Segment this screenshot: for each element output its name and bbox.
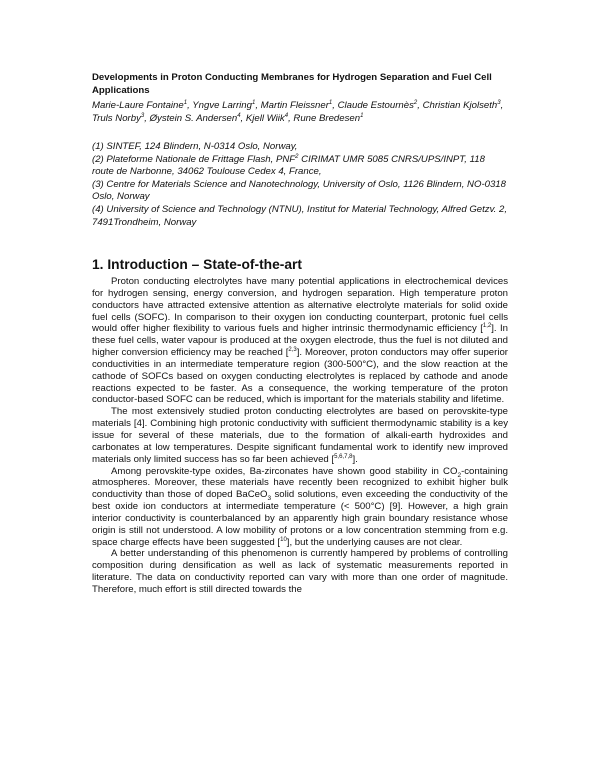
author-affiliation-mark: 1 bbox=[183, 99, 188, 106]
paragraph-3: Among perovskite-type oxides, Ba-zirconates have shown good stability in $CO_2$-containing atmospheres. Moreover, these materials have recently been recognized to exhibit higher bulk conductivity than those of doped BaCeO$_3$ solid solutions, even exceeding the conductivity of the best oxide ion conductors at intermediate temperature (< 500°C) [9]. However, a high grain interior conductivity is counterbalanced by an apparently high grain boundary resistance whose origin is still not understood. A low mobility of protons or a low concentration stemming from e.g. space charge effects have been suggested [$^{10}$], but the underlying causes are not clear. bbox=[92, 465, 508, 548]
author-affiliation-mark: 3 bbox=[140, 112, 145, 119]
affiliation-1: (1) SINTEF, 124 Blindern, N-0314 Oslo, Norway, bbox=[92, 141, 298, 152]
affiliation-2: (2) Plateforme Nationale de Frittage Flash, PNF$^2$ CIRIMAT UMR 5085 CNRS/UPS/INPT, 118 route de Narbonne, 34062 Toulouse Cedex 4, France, bbox=[92, 153, 485, 178]
paper-title: Developments in Proton Conducting Membranes for Hydrogen Separation and Fuel Cell Applications bbox=[92, 72, 492, 96]
citation: 9 bbox=[392, 501, 398, 513]
section-heading: 1. Introduction – State-of-the-art bbox=[92, 257, 303, 272]
citation: 1,2 bbox=[482, 323, 492, 330]
author-name: Rune Bredesen bbox=[293, 113, 361, 124]
affiliation-list bbox=[92, 141, 508, 229]
author-name: Christian Kjolseth bbox=[422, 100, 498, 111]
author-affiliation-mark: 2 bbox=[413, 99, 418, 106]
author-name: Marie-Laure Fontaine bbox=[92, 100, 184, 111]
author-affiliation-mark: 1 bbox=[251, 99, 256, 106]
citation: 4 bbox=[136, 418, 142, 430]
author-list: Marie-Laure Fontaine$^1$, Yngve Larring$^1$, Martin Fleissner$^1$, Claude Estournès$^2$, Christian Kjolseth$^3$, Truls Norby$^3$, Øystein S. Andersen$^4$, Kjell Wiik$^4$, Rune Bredesen$^1$ bbox=[92, 99, 504, 124]
body-text bbox=[92, 276, 508, 596]
author-name: Kjell Wiik bbox=[245, 113, 285, 124]
citation: 2,3 bbox=[288, 346, 297, 353]
author-name: Øystein S. Andersen bbox=[149, 113, 238, 124]
author-name: Yngve Larring bbox=[192, 100, 252, 111]
affiliation-4: (4) University of Science and Technology (NTNU), Institut for Material Technology, Alfred Getzv. 2, 7491Trondheim, Norway bbox=[92, 203, 508, 228]
affiliation-3: (3) Centre for Materials Science and Nanotechnology, University of Oslo, 1126 Blindern, NO-0318 Oslo, Norway bbox=[92, 178, 506, 203]
author-affiliation-mark: 3 bbox=[497, 99, 501, 106]
author-affiliation-mark: 1 bbox=[328, 99, 333, 106]
citation: 10 bbox=[280, 536, 287, 543]
paragraph-4: A better understanding of this phenomenon is currently hampered by problems of controlling composition during densification as well as lack of systematic measurements reported in literature. The data on conductivity reported can vary with more than one order of magnitude. Therefore, much effort is still directed towards the bbox=[92, 548, 508, 595]
author-affiliation-mark: 4 bbox=[284, 112, 289, 119]
author-affiliation-mark: 4 bbox=[237, 112, 241, 119]
citation: 5,6,7,8 bbox=[334, 453, 353, 460]
author-name: Claude Estournès bbox=[337, 100, 414, 111]
paragraph-2: The most extensively studied proton conducting electrolytes are based on perovskite-type materials [4]. Combining high protonic conductivity with sufficient thermodynamic stability is a key issue for several of these materials, due to the formation of alkali-earth hydroxides and carbonates at low temperatures. Despite significant fundamental work to identify new improved materials only limited success has so far been achieved [$^{5,6,7,8}$]. bbox=[92, 406, 509, 465]
author-affiliation-mark: 1 bbox=[360, 112, 364, 119]
paragraph-1: Proton conducting electrolytes have many potential applications in electrochemical devices for hydrogen sensing, energy conversion, and hydrogen separation. High temperature proton conductors have attracted extensive attention as alternative electrolyte materials for solid oxide fuel cells (SOFC). In comparison to their oxygen ion conducting counterpart, protonic fuel cells would offer higher flexibility to various fuels and higher intrinsic thermodynamic efficiency [$^{1,2}$]. In these fuel cells, water vapour is produced at the oxygen electrode, thus the fuel is not diluted and higher conversion efficiency may be reached [$^{2,3}$]. Moreover, proton conductors may offer superior conductivities in an intermediate temperature region (300-500°C), and the slow reaction at the cathode of SOFCs based on oxygen conducting electrolytes is replaced by cathode and anode reactions expected to be faster. As a consequence, the working temperature of the proton conductor-based SOFC can be reduced, which is important for the materials stability and lifetime. bbox=[92, 276, 509, 406]
author-name: Martin Fleissner bbox=[260, 100, 329, 111]
author-name: Truls Norby bbox=[92, 113, 141, 124]
